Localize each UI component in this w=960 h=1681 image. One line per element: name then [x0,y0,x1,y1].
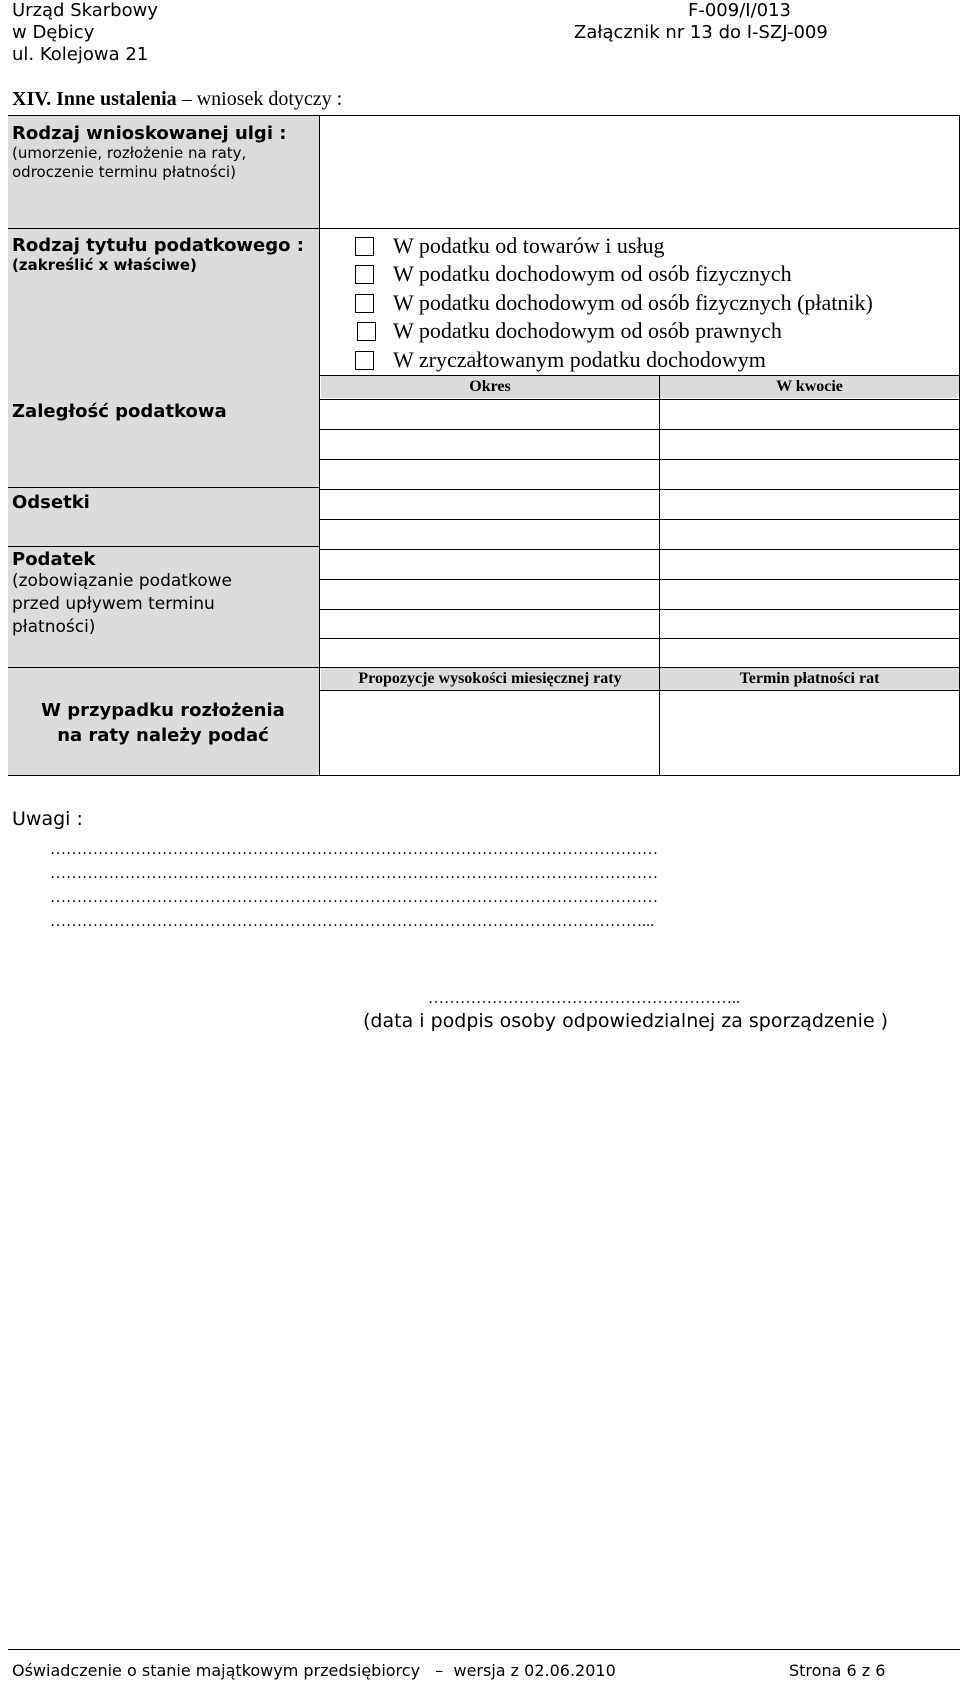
section-title [12,88,342,111]
office-name: Urząd Skarbowy [12,0,158,21]
left-label-column [8,229,320,668]
page-number: Strona 6 z 6 [789,1661,886,1680]
odsetki-label: Odsetki [12,492,90,513]
footer-divider [8,1649,960,1650]
zaleglosc-label: Zaległość podatkowa [12,401,227,422]
checkbox-ryczalt-label: W zryczałtowanym podatku dochodowym [393,347,766,372]
checkbox-row-pit[interactable] [355,261,792,287]
uwagi-label: Uwagi : [12,808,83,830]
raty-label-cell [8,668,320,775]
checkbox-row-ryczalt[interactable] [355,347,766,373]
section-title-bold: XIV. Inne ustalenia [12,88,177,110]
ulga-title: Rodzaj wnioskowanej ulgi : [12,123,287,144]
checkbox-pit[interactable] [355,265,374,284]
signature-line[interactable]: ………………………………………………….. [428,990,740,1007]
attachment-number: Załącznik nr 13 do I-SZJ-009 [574,22,828,43]
raty-label: W przypadku rozłożenia na raty należy podać [41,700,285,746]
checkbox-cit-label: W podatku dochodowym od osób prawnych [393,318,782,343]
col-kwota-header: W kwocie [660,376,959,398]
uwagi-line[interactable]: …………………………………………………………………………………………………… [50,865,658,882]
office-street: ul. Kolejowa 21 [12,44,149,65]
form-code: F-009/I/013 [688,0,791,21]
section-title-rest: – wniosek dotyczy : [176,88,343,110]
okres-cell[interactable] [322,401,658,428]
checkbox-ryczalt[interactable] [355,351,374,370]
checkbox-cit[interactable] [357,322,376,341]
checkbox-vat[interactable] [355,237,374,256]
checkbox-pit-platnik-label: W podatku dochodowym od osób fizycznych (płatnik) [393,290,873,315]
tytul-subtitle: (zakreślić x właściwe) [12,256,197,274]
checkbox-row-vat[interactable] [355,233,665,259]
podatek-subtitle: (zobowiązanie podatkowe przed upływem terminu płatności) [12,571,232,637]
checkbox-row-pit-platnik[interactable] [355,290,873,316]
kwota-cell[interactable] [661,401,959,428]
uwagi-line[interactable]: …………………………………………………………………………………………………... [50,913,654,930]
footer-text: Oświadczenie o stanie majątkowym przedsiębiorcy – wersja z 02.06.2010 [12,1661,616,1680]
termin-cell[interactable] [661,692,959,774]
checkbox-vat-label: W podatku od towarów i usług [393,233,665,258]
ulga-subtitle: (umorzenie, rozłożenie na raty, odroczenie terminu płatności) [12,144,247,181]
uwagi-line[interactable]: …………………………………………………………………………………………………… [50,889,658,906]
podatek-title: Podatek [12,549,96,570]
tytul-title: Rodzaj tytułu podatkowego : [12,235,304,256]
checkbox-row-cit[interactable] [355,318,782,344]
ulga-input-cell[interactable] [322,117,958,227]
col-rata-header: Propozycje wysokości miesięcznej raty [321,668,659,690]
checkbox-pit-label: W podatku dochodowym od osób fizycznych [393,261,792,286]
office-city: w Dębicy [12,22,95,43]
rata-cell[interactable] [322,692,658,774]
signature-label: (data i podpis osoby odpowiedzialnej za sporządzenie ) [363,1010,889,1032]
col-termin-header: Termin płatności rat [660,668,959,690]
uwagi-line[interactable]: …………………………………………………………………………………………………… [50,841,658,858]
form-code-block [574,0,828,44]
checkbox-pit-platnik[interactable] [355,294,374,313]
ulga-label-cell [8,116,320,228]
office-address [12,0,158,66]
col-okres-header: Okres [321,376,659,398]
